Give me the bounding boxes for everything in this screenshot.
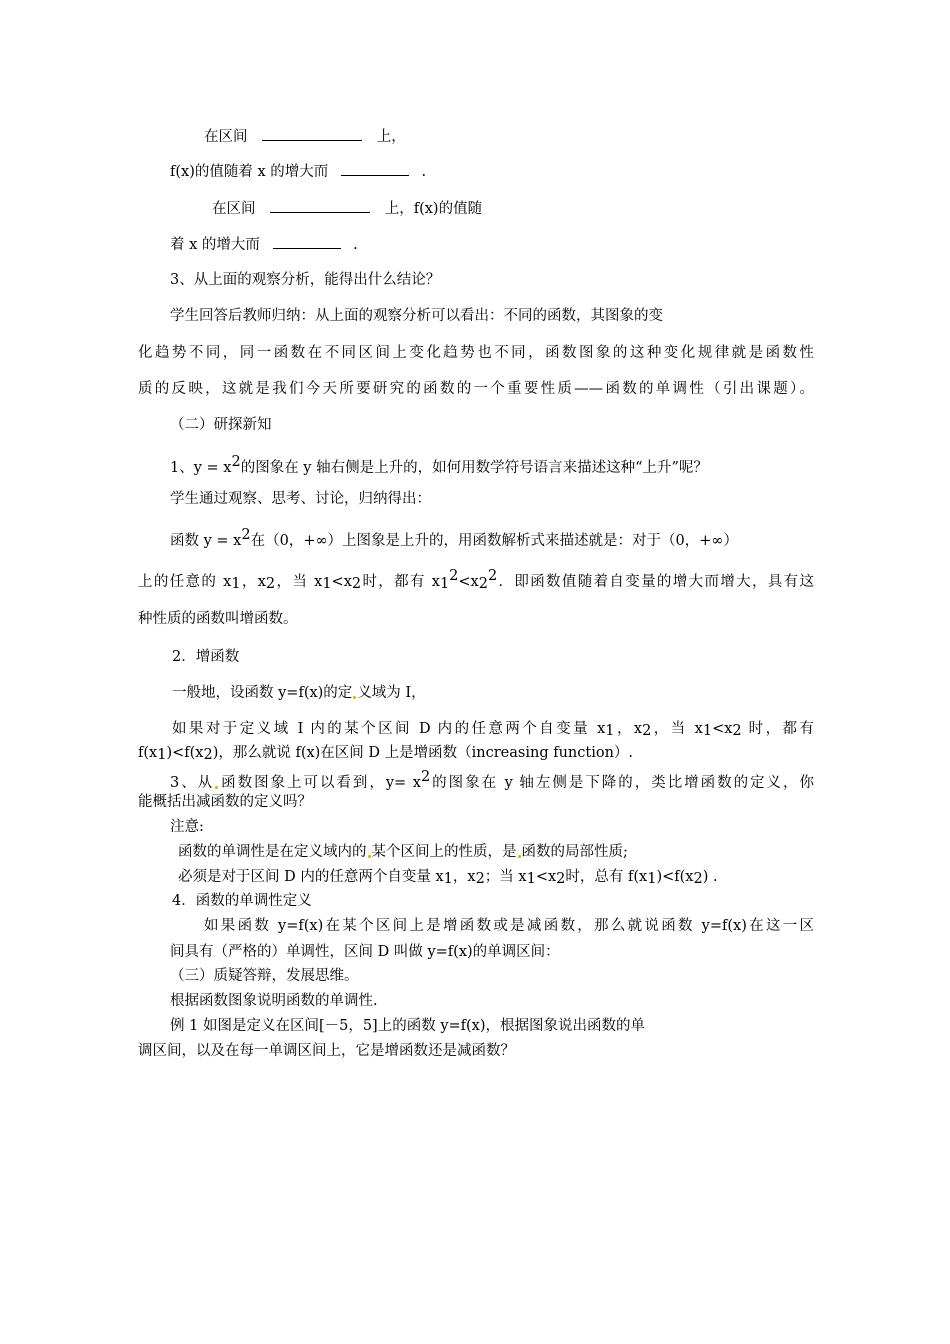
fill-in-blank[interactable]	[270, 200, 370, 213]
fill-in-blank[interactable]	[273, 236, 341, 249]
mark-dot	[368, 855, 371, 858]
line-7: 化趋势不同，同一函数在不同区间上变化趋势也不同，函数图象的这种变化规律就是函数性	[138, 345, 814, 361]
fill-in-blank[interactable]	[262, 128, 362, 141]
mark-dot	[215, 786, 218, 789]
section-heading-increasing-function: 2．增函数	[172, 649, 240, 665]
fill-in-blank[interactable]	[341, 163, 409, 176]
mark-dot	[518, 855, 521, 858]
note-heading: 注意:	[170, 819, 204, 835]
line-10: 1、y = x2的图象在 y 轴右侧是上升的，如何用数学符号语言来描述这种“上升”呢？	[170, 454, 708, 476]
line-3: 在区间 上，f(x)的值随	[212, 201, 483, 217]
line-22: 函数的单调性是在定义域内的 某个区间上的性质，是 函数的局部性质;	[178, 844, 628, 860]
line-25: 如果函数 y=f(x)在某个区间上是增函数或是减函数，那么就说函数 y=f(x)在这一区	[204, 918, 814, 934]
line-26: 间具有（严格的）单调性，区间 D 叫做 y=f(x)的单调区间：	[170, 944, 560, 960]
mark-dot	[353, 696, 356, 699]
line-5: 3、从上面的观察分析，能得出什么结论？	[170, 272, 441, 288]
line-4: 着 x 的增大而 .	[170, 237, 358, 253]
section-heading-monotonicity: 4．函数的单调性定义	[172, 893, 312, 909]
section-heading-2: （二）研探新知	[170, 417, 272, 433]
line-13: 上的任意的 x1，x2，当 x1<x2时，都有 x12<x22．即函数值随着自变量的增大而增大，具有这	[138, 568, 814, 592]
line-16: 一般地，设函数 y=f(x)的定 义域为 I，	[172, 685, 426, 701]
line-12: 函数 y = x2在（0，+∞）上图象是上升的，用函数解析式来描述就是：对于（0，+∞）	[170, 527, 738, 549]
example-1-line-2: 调区间，以及在每一单调区间上，它是增函数还是减函数？	[138, 1043, 515, 1059]
line-2: f(x)的值随着 x 的增大而 .	[170, 164, 427, 180]
line-1: 在区间 上，	[204, 129, 406, 145]
line-18: f(x1)<f(x2)，那么就说 f(x)在区间 D 上是增函数（increasing function）.	[138, 745, 634, 763]
section-heading-3: （三）质疑答辩，发展思维。	[170, 968, 359, 984]
line-6: 学生回答后教师归纳：从上面的观察分析可以看出：不同的函数，其图象的变	[170, 308, 663, 324]
example-1-line-1: 例 1 如图是定义在区间[－5，5]上的函数 y=f(x)，根据图象说出函数的单	[170, 1018, 646, 1034]
line-20: 能概括出减函数的定义吗？	[138, 794, 312, 810]
line-11: 学生通过观察、思考、讨论，归纳得出：	[170, 491, 431, 507]
line-19: 3、从 函数图象上可以看到，y= x2的图象在 y 轴左侧是下降的，类比增函数的定义，你	[170, 769, 814, 791]
line-17: 如果对于定义域 I 内的某个区间 D 内的任意两个自变量 x1，x2，当 x1<x2 时，都有	[172, 721, 814, 739]
line-23: 必须是对于区间 D 内的任意两个自变量 x1，x2；当 x1<x2时，总有 f(x1)<f(x2) .	[178, 869, 718, 887]
line-14: 种性质的函数叫增函数。	[138, 611, 298, 627]
line-28: 根据函数图象说明函数的单调性.	[170, 993, 378, 1009]
line-8: 质的反映，这就是我们今天所要研究的函数的一个重要性质——函数的单调性（引出课题）。	[138, 381, 814, 397]
